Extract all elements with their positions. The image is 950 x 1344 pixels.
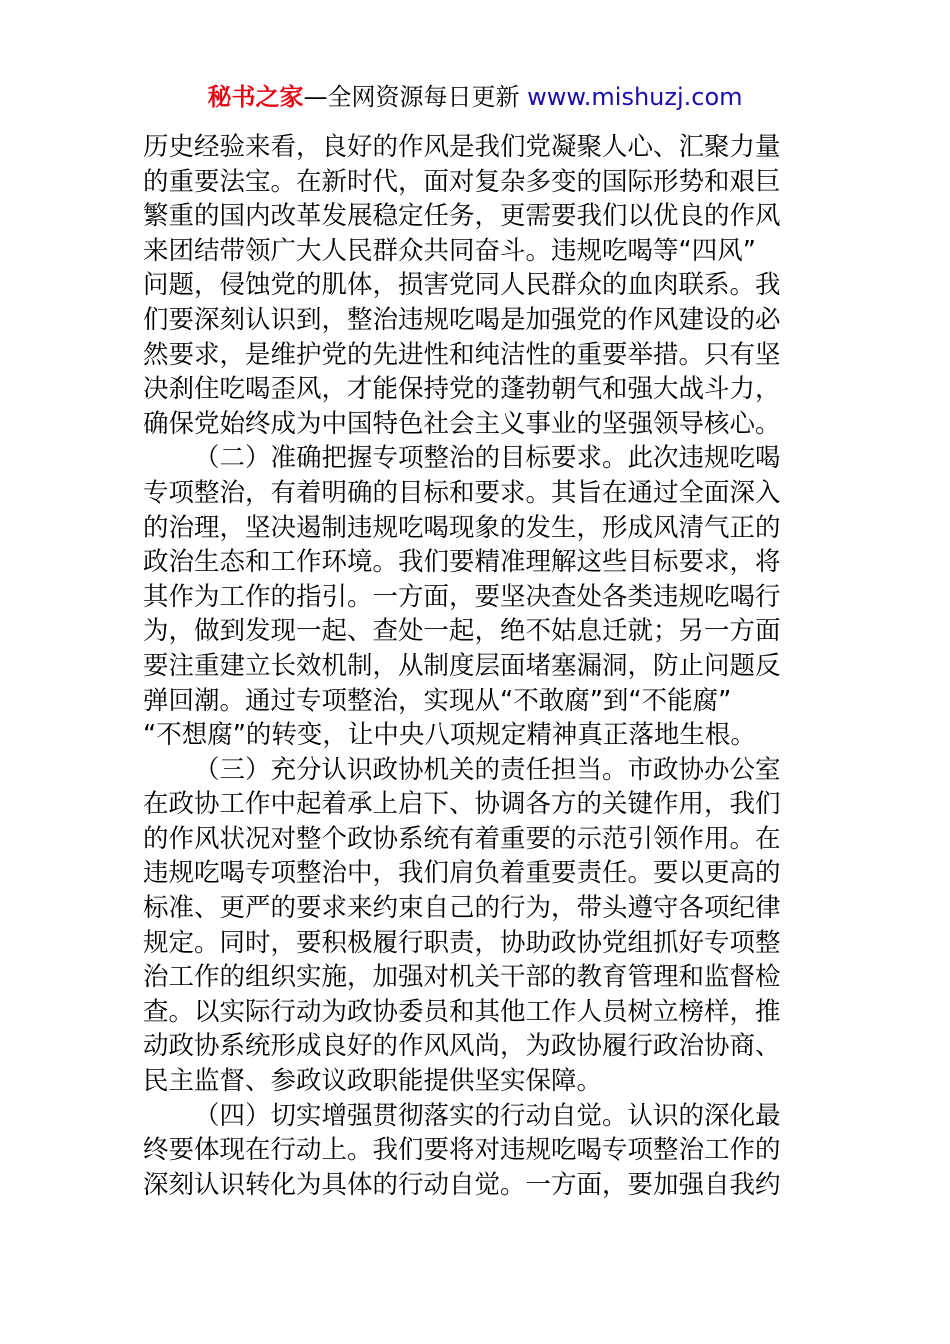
text-line: 确保党始终成为中国特色社会主义事业的坚强领导核心。 xyxy=(143,408,781,439)
text-line: 要注重建立长效机制，从制度层面堵塞漏洞，防止问题反 xyxy=(143,650,781,681)
text-line: 违规吃喝专项整治中，我们肩负着重要责任。要以更高的 xyxy=(143,858,781,889)
text-line: 深刻认识转化为具体的行动自觉。一方面，要加强自我约 xyxy=(143,1169,781,1200)
text-line: 政治生态和工作环境。我们要精准理解这些目标要求，将 xyxy=(143,547,781,578)
text-line: 在政协工作中起着承上启下、协调各方的关键作用，我们 xyxy=(143,789,781,820)
text-line: 查。以实际行动为政协委员和其他工作人员树立榜样，推 xyxy=(143,996,781,1027)
text-line: 问题，侵蚀党的肌体，损害党同人民群众的血肉联系。我 xyxy=(143,270,781,301)
text-line: 终要体现在行动上。我们要将对违规吃喝专项整治工作的 xyxy=(143,1135,781,1166)
site-tagline: —全网资源每日更新 xyxy=(303,83,528,111)
text-line: 民主监督、参政议政职能提供坚实保障。 xyxy=(143,1066,603,1097)
site-brand: 秘书之家 xyxy=(207,83,304,111)
document-body xyxy=(143,130,807,1202)
section-heading-line: （三）充分认识政协机关的责任担当。市政协办公室 xyxy=(194,754,781,785)
text-line: “不想腐”的转变，让中央八项规定精神真正落地生根。 xyxy=(143,720,756,751)
section-heading-line: （二）准确把握专项整治的目标要求。此次违规吃喝 xyxy=(194,443,781,474)
text-line: 其作为工作的指引。一方面，要坚决查处各类违规吃喝行 xyxy=(143,581,781,612)
text-line: 为，做到发现一起、查处一起，绝不姑息迁就；另一方面 xyxy=(143,616,781,647)
text-line: 治工作的组织实施，加强对机关干部的教育管理和监督检 xyxy=(143,962,781,993)
text-line: 动政协系统形成良好的作风风尚，为政协履行政治协商、 xyxy=(143,1031,781,1062)
site-header xyxy=(0,80,950,114)
text-line: 规定。同时，要积极履行职责，协助政协党组抓好专项整 xyxy=(143,927,781,958)
text-line: 来团结带领广大人民群众共同奋斗。违规吃喝等“四风” xyxy=(143,235,756,266)
text-line: 们要深刻认识到，整治违规吃喝是加强党的作风建设的必 xyxy=(143,304,781,335)
text-line: 标准、更严的要求来约束自己的行为，带头遵守各项纪律 xyxy=(143,893,781,924)
section-heading-line: （四）切实增强贯彻落实的行动自觉。认识的深化最 xyxy=(194,1100,781,1131)
text-line: 的治理，坚决遏制违规吃喝现象的发生，形成风清气正的 xyxy=(143,512,781,543)
text-line: 然要求，是维护党的先进性和纯洁性的重要举措。只有坚 xyxy=(143,339,781,370)
text-line: 的重要法宝。在新时代，面对复杂多变的国际形势和艰巨 xyxy=(143,166,781,197)
text-line: 专项整治，有着明确的目标和要求。其旨在通过全面深入 xyxy=(143,477,781,508)
site-url-link[interactable]: www.mishuzj.com xyxy=(527,83,743,111)
text-line: 弹回潮。通过专项整治，实现从“不敢腐”到“不能腐” xyxy=(143,685,732,716)
text-line: 的作风状况对整个政协系统有着重要的示范引领作用。在 xyxy=(143,823,781,854)
text-line: 历史经验来看，良好的作风是我们党凝聚人心、汇聚力量 xyxy=(143,132,781,162)
text-line: 繁重的国内改革发展稳定任务，更需要我们以优良的作风 xyxy=(143,201,781,232)
text-line: 决刹住吃喝歪风，才能保持党的蓬勃朝气和强大战斗力， xyxy=(143,374,781,405)
